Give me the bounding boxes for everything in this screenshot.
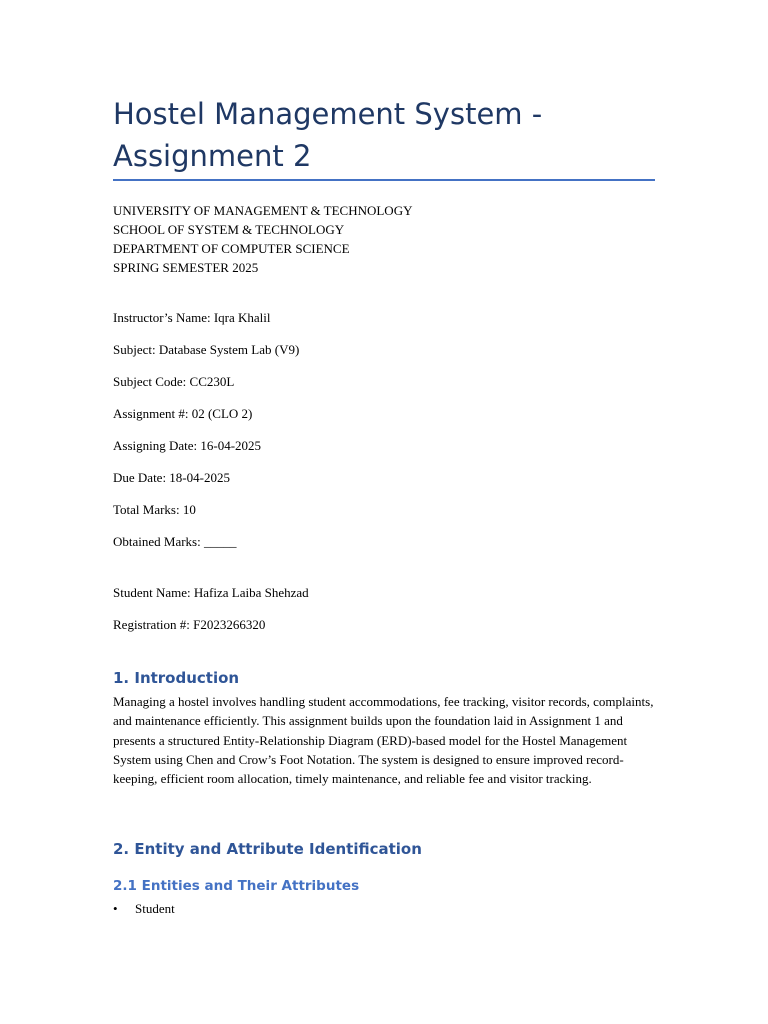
entities-subheading: 2.1 Entities and Their Attributes — [113, 878, 360, 894]
header-school: SCHOOL OF SYSTEM & TECHNOLOGY — [113, 222, 345, 237]
subject: Subject: Database System Lab (V9) — [113, 342, 300, 357]
subject-code: Subject Code: CC230L — [113, 374, 235, 389]
obtained-marks: Obtained Marks: _____ — [113, 534, 237, 549]
registration-number: Registration #: F2023266320 — [113, 617, 266, 632]
entity-section-heading: 2. Entity and Attribute Identification — [113, 840, 422, 858]
bullet-icon: • — [113, 901, 118, 916]
assignment-number: Assignment #: 02 (CLO 2) — [113, 406, 253, 421]
due-date: Due Date: 18-04-2025 — [113, 470, 230, 485]
assigning-date: Assigning Date: 16-04-2025 — [113, 438, 262, 453]
student-name: Student Name: Hafiza Laiba Shehzad — [113, 585, 309, 600]
total-marks: Total Marks: 10 — [113, 502, 196, 517]
introduction-heading: 1. Introduction — [113, 669, 240, 687]
header-university: UNIVERSITY OF MANAGEMENT & TECHNOLOGY — [113, 203, 413, 218]
bullet-text-student: Student — [135, 901, 175, 916]
title-underline — [113, 179, 655, 181]
header-semester: SPRING SEMESTER 2025 — [113, 260, 259, 275]
header-department: DEPARTMENT OF COMPUTER SCIENCE — [113, 241, 350, 256]
instructor-name: Instructor’s Name: Iqra Khalil — [113, 310, 271, 325]
introduction-paragraph: Managing a hostel involves handling student accommodations, fee tracking, visitor records, complaints, and maintenance efficiently. This assignment builds upon the foundation laid in Assignment 1 and presents a structured Entity-Relationship Diagram (ERD)-based model for the Hostel Management System using Chen and Crow’s Foot Notation. The system is designed to ensure improved record-keeping, efficient room allocation, timely maintenance, and reliable fee and visitor tracking. — [113, 694, 654, 787]
document-title: Hostel Management System - Assignment 2 — [113, 97, 543, 173]
institution-header — [113, 201, 655, 277]
